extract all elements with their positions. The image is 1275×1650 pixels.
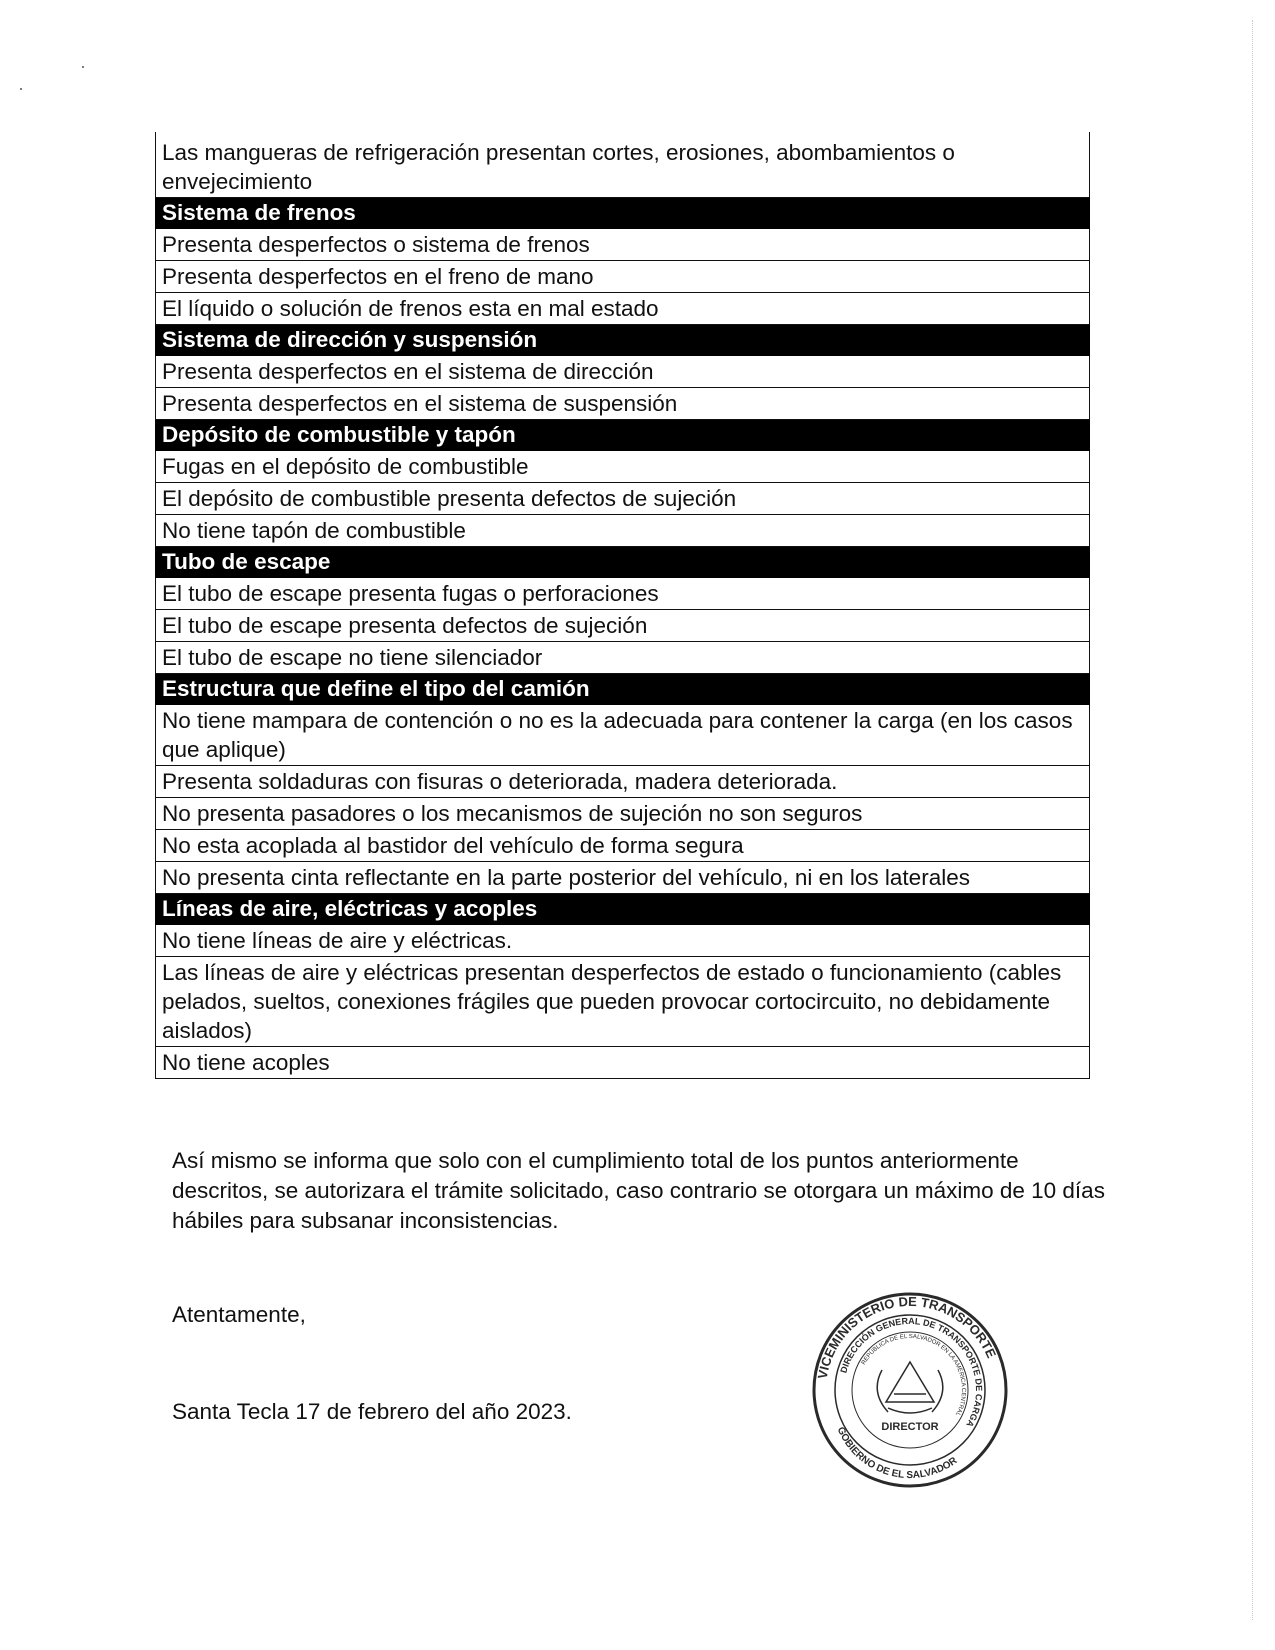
section-header-cell: Tubo de escape xyxy=(156,547,1090,578)
checklist-row xyxy=(156,388,1090,420)
checklist-body xyxy=(156,132,1090,1079)
checklist-row xyxy=(156,356,1090,388)
checklist-row xyxy=(156,798,1090,830)
checklist-row xyxy=(156,229,1090,261)
checklist-row xyxy=(156,705,1090,766)
closing-salutation: Atentamente, xyxy=(172,1302,306,1327)
checklist-row xyxy=(156,830,1090,862)
section-header-row xyxy=(156,547,1090,578)
checklist-row xyxy=(156,293,1090,325)
checklist-item-cell: Las mangueras de refrigeración presentan cortes, erosiones, abombamientos o envejecimiento xyxy=(156,132,1090,198)
section-header-cell: Estructura que define el tipo del camión xyxy=(156,674,1090,705)
official-seal xyxy=(810,1290,1010,1490)
checklist-item-cell: Presenta desperfectos o sistema de frenos xyxy=(156,229,1090,261)
seal-inner-text: REPÚBLICA DE EL SALVADOR EN LA AMÉRICA CENTRAL xyxy=(860,1333,967,1417)
checklist-row xyxy=(156,261,1090,293)
section-header-cell: Sistema de frenos xyxy=(156,198,1090,229)
checklist-row xyxy=(156,766,1090,798)
checklist-item-cell: Presenta desperfectos en el freno de mano xyxy=(156,261,1090,293)
section-header-cell: Sistema de dirección y suspensión xyxy=(156,325,1090,356)
seal-director-text: DIRECTOR xyxy=(881,1421,939,1433)
section-header-row xyxy=(156,894,1090,925)
checklist-row xyxy=(156,132,1090,198)
checklist-item-cell: No tiene tapón de combustible xyxy=(156,515,1090,547)
place-and-date: Santa Tecla 17 de febrero del año 2023. xyxy=(172,1399,572,1424)
section-header-row xyxy=(156,420,1090,451)
inspection-checklist-table xyxy=(155,132,1090,1079)
checklist-item-cell: Presenta soldaduras con fisuras o deteriorada, madera deteriorada. xyxy=(156,766,1090,798)
seal-middle-text: DIRECCIÓN GENERAL DE TRANSPORTE DE CARGA xyxy=(838,1315,985,1429)
checklist-item-cell: El depósito de combustible presenta defectos de sujeción xyxy=(156,483,1090,515)
checklist-row xyxy=(156,1047,1090,1079)
scan-speck xyxy=(82,66,84,68)
checklist-row xyxy=(156,957,1090,1047)
checklist-row xyxy=(156,515,1090,547)
checklist-item-cell: No presenta cinta reflectante en la parte posterior del vehículo, ni en los laterales xyxy=(156,862,1090,894)
checklist-item-cell: No esta acoplada al bastidor del vehículo de forma segura xyxy=(156,830,1090,862)
checklist-row xyxy=(156,610,1090,642)
section-header-cell: Líneas de aire, eléctricas y acoples xyxy=(156,894,1090,925)
checklist-item-cell: El tubo de escape presenta defectos de sujeción xyxy=(156,610,1090,642)
checklist-item-cell: Presenta desperfectos en el sistema de suspensión xyxy=(156,388,1090,420)
section-header-row xyxy=(156,674,1090,705)
checklist-row xyxy=(156,642,1090,674)
checklist-row xyxy=(156,578,1090,610)
checklist-item-cell: No presenta pasadores o los mecanismos de sujeción no son seguros xyxy=(156,798,1090,830)
notice-paragraph: Así mismo se informa que solo con el cumplimiento total de los puntos anteriormente descritos, se autorizara el trámite solicitado, caso contrario se otorgara un máximo de 10 días hábiles para subsanar inconsistencias. xyxy=(172,1148,1105,1233)
checklist-item-cell: Fugas en el depósito de combustible xyxy=(156,451,1090,483)
checklist-row xyxy=(156,925,1090,957)
checklist-item-cell: No tiene acoples xyxy=(156,1047,1090,1079)
checklist-item-cell: Presenta desperfectos en el sistema de dirección xyxy=(156,356,1090,388)
scan-edge-marks xyxy=(1249,20,1253,1620)
checklist-item-cell: Las líneas de aire y eléctricas presentan desperfectos de estado o funcionamiento (cables pelados, sueltos, conexiones frágiles que pueden provocar cortocircuito, no debidamente aislados) xyxy=(156,957,1090,1047)
seal-bottom-text: GOBIERNO DE EL SALVADOR xyxy=(834,1425,960,1482)
checklist-item-cell: El líquido o solución de frenos esta en mal estado xyxy=(156,293,1090,325)
checklist-item-cell: El tubo de escape no tiene silenciador xyxy=(156,642,1090,674)
section-header-row xyxy=(156,198,1090,229)
seal-outer-text: VICEMINISTERIO DE TRANSPORTE xyxy=(814,1293,1000,1380)
checklist-item-cell: No tiene líneas de aire y eléctricas. xyxy=(156,925,1090,957)
checklist-row xyxy=(156,862,1090,894)
section-header-cell: Depósito de combustible y tapón xyxy=(156,420,1090,451)
scan-speck xyxy=(20,88,22,90)
checklist-row xyxy=(156,483,1090,515)
checklist-item-cell: El tubo de escape presenta fugas o perforaciones xyxy=(156,578,1090,610)
coat-of-arms-icon xyxy=(877,1362,943,1413)
checklist-row xyxy=(156,451,1090,483)
section-header-row xyxy=(156,325,1090,356)
checklist-item-cell: No tiene mampara de contención o no es la adecuada para contener la carga (en los casos que aplique) xyxy=(156,705,1090,766)
